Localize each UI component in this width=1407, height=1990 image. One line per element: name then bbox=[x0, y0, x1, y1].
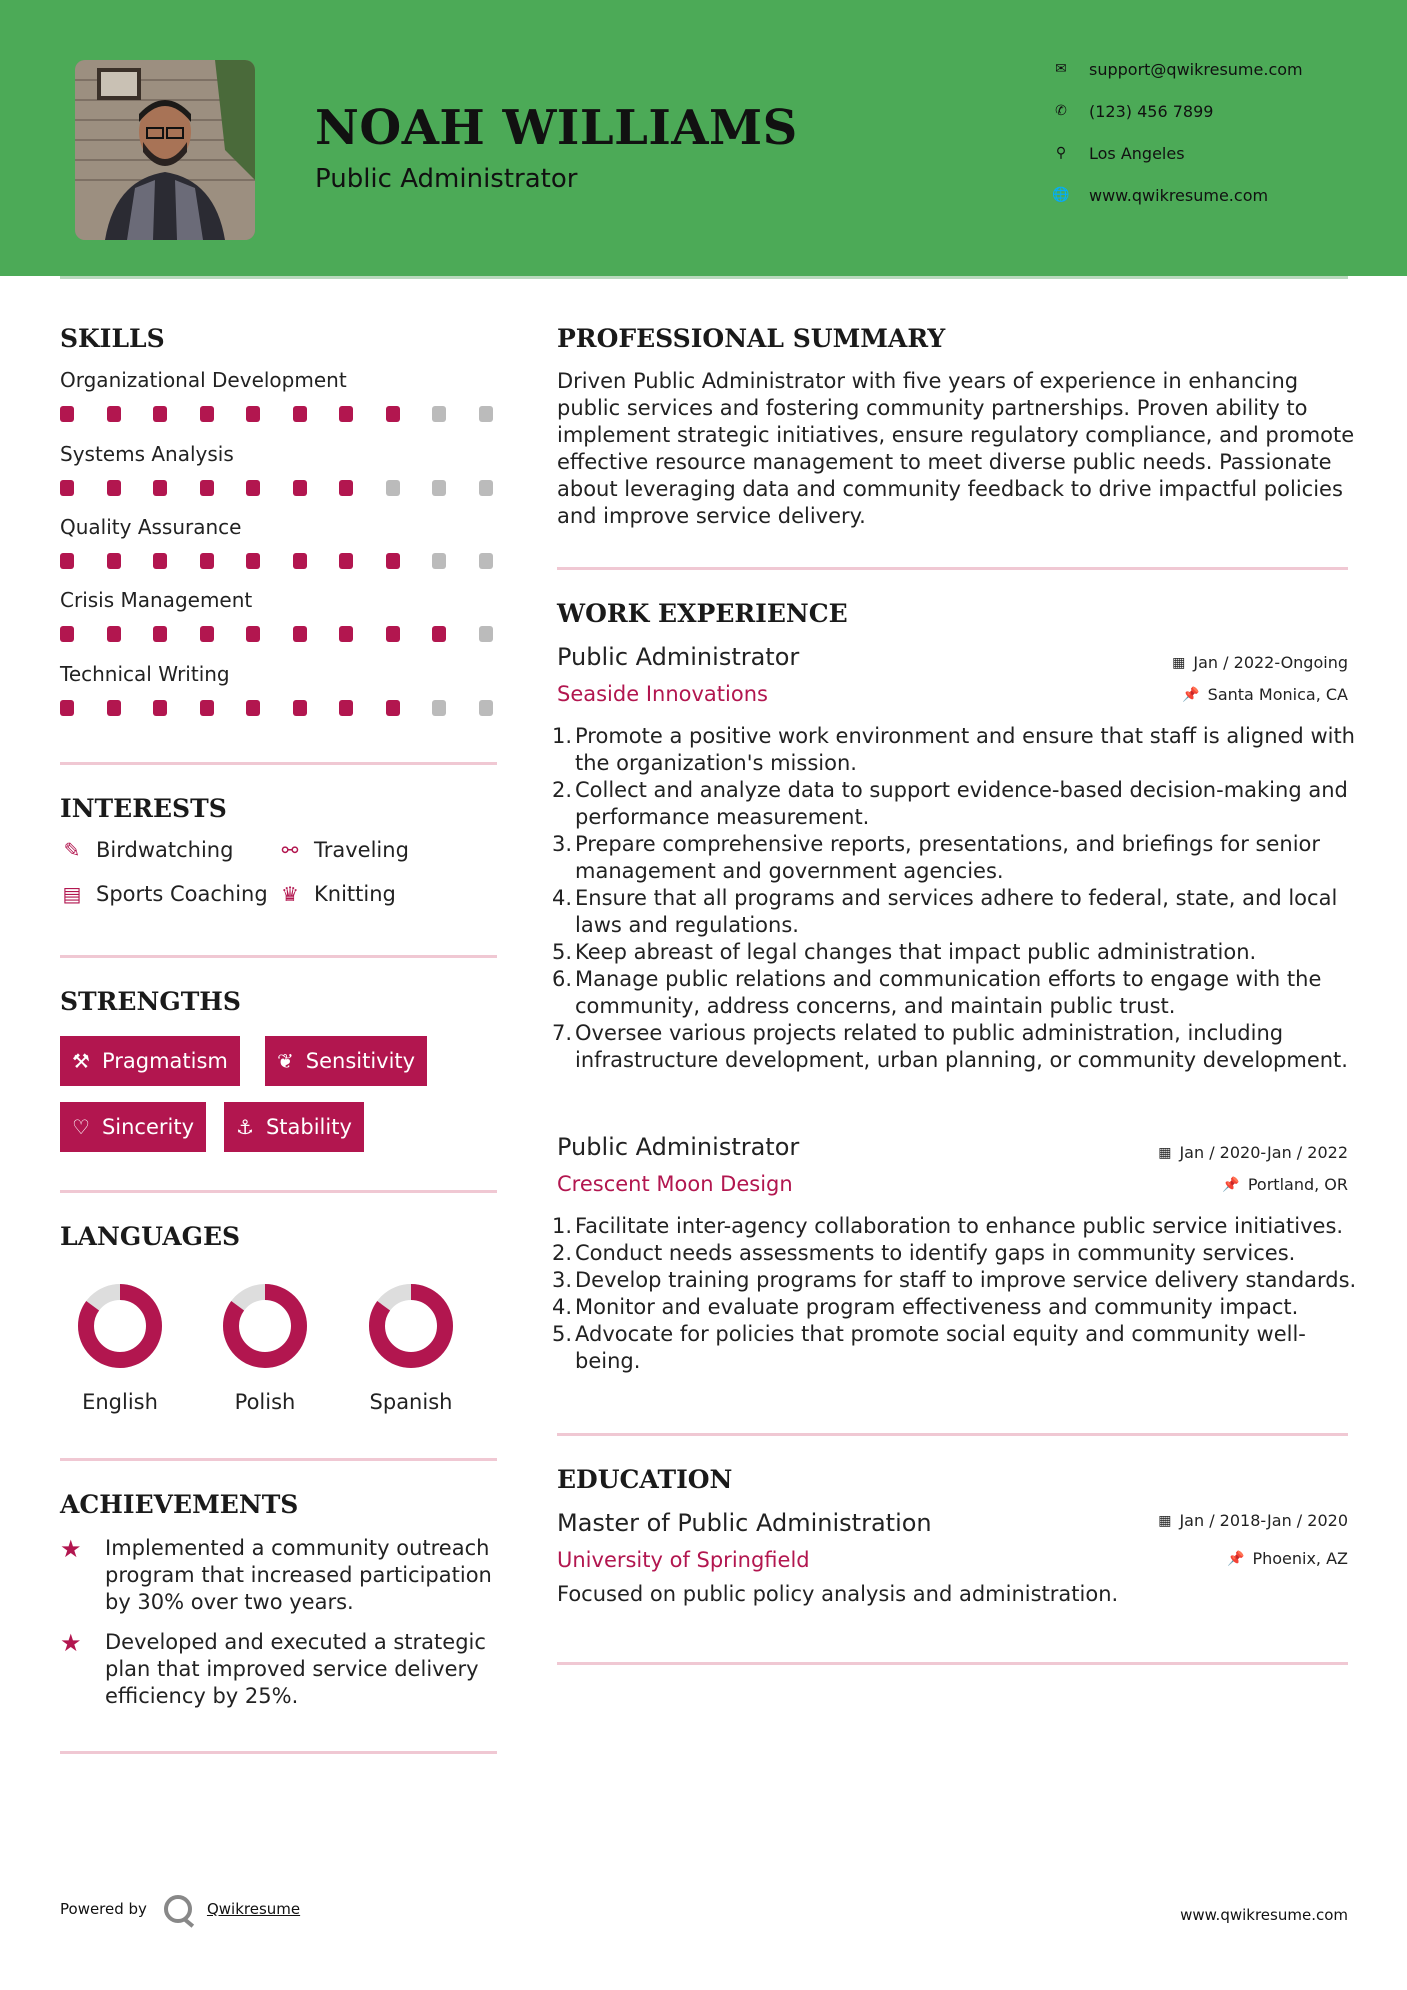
pin-icon: 📌 bbox=[1182, 686, 1200, 703]
skill-dot bbox=[107, 553, 121, 569]
skill-dot bbox=[60, 406, 74, 422]
header-divider bbox=[60, 276, 1348, 279]
skill-dot bbox=[200, 626, 214, 642]
interest-item bbox=[60, 882, 268, 906]
strength-tag bbox=[265, 1036, 427, 1086]
experience-heading: WORK EXPERIENCE bbox=[557, 599, 848, 628]
achievement-item bbox=[60, 1535, 510, 1616]
star-icon: ★ bbox=[60, 1535, 82, 1563]
skill-dot bbox=[153, 700, 167, 716]
candidate-name: NOAH WILLIAMS bbox=[315, 100, 798, 156]
footer-powered-by bbox=[60, 1895, 300, 1923]
skill-dot bbox=[246, 626, 260, 642]
calendar-icon: ▦ bbox=[1172, 654, 1186, 671]
company-name: Seaside Innovations bbox=[557, 682, 768, 706]
achievement-item bbox=[60, 1629, 510, 1710]
skill-dot bbox=[386, 626, 400, 642]
section-divider bbox=[557, 1433, 1348, 1436]
map-marker-icon: ⚲ bbox=[1055, 145, 1067, 161]
languages-heading: LANGUAGES bbox=[60, 1222, 241, 1251]
job-dates bbox=[1172, 653, 1348, 672]
strength-tag bbox=[60, 1036, 240, 1086]
briefcase-icon: ▤ bbox=[62, 882, 82, 906]
job-dates-text: Jan / 2020-Jan / 2022 bbox=[1179, 1143, 1348, 1162]
language-name: English bbox=[82, 1390, 158, 1414]
interest-label: Knitting bbox=[314, 882, 396, 906]
skill-dot bbox=[386, 700, 400, 716]
skill-dot bbox=[200, 553, 214, 569]
section-divider bbox=[557, 1662, 1348, 1665]
duty-item: 2. Collect and analyze data to support evidence-based decision-making and performance measurement. bbox=[552, 778, 1348, 829]
section-divider bbox=[60, 1190, 497, 1193]
skill-dot bbox=[293, 626, 307, 642]
leaf-icon: ❦ bbox=[277, 1049, 294, 1073]
skill-dot bbox=[432, 480, 446, 496]
phone-icon: ✆ bbox=[1055, 103, 1067, 119]
powered-by-text: Powered by bbox=[60, 1900, 147, 1918]
skill-rating bbox=[60, 406, 500, 422]
skill-dot bbox=[479, 700, 493, 716]
company-name: Crescent Moon Design bbox=[557, 1172, 793, 1196]
strength-label: Pragmatism bbox=[101, 1049, 228, 1073]
calendar-icon: ▦ bbox=[1158, 1512, 1172, 1529]
skill-dot bbox=[107, 700, 121, 716]
job-title: Public Administrator bbox=[557, 643, 800, 671]
strength-label: Sensitivity bbox=[305, 1049, 416, 1073]
pin-icon: 📌 bbox=[1227, 1550, 1245, 1567]
skill-dot bbox=[246, 700, 260, 716]
job-dates bbox=[1158, 1143, 1348, 1162]
skill-dot bbox=[246, 406, 260, 422]
strength-tag bbox=[224, 1102, 364, 1152]
skill-name: Organizational Development bbox=[60, 368, 347, 392]
skill-dot bbox=[153, 480, 167, 496]
skill-dot bbox=[386, 553, 400, 569]
skill-dot bbox=[293, 406, 307, 422]
edit-icon: ✎ bbox=[63, 838, 81, 862]
brand-link[interactable]: Qwikresume bbox=[206, 1900, 301, 1918]
footer-website[interactable]: www.qwikresume.com bbox=[1180, 1906, 1348, 1924]
gavel-icon: ⚒ bbox=[72, 1049, 90, 1073]
skill-dot bbox=[479, 626, 493, 642]
skill-dot bbox=[107, 626, 121, 642]
duty-item: 4. Monitor and evaluate program effectiveness and community impact. bbox=[552, 1295, 1299, 1319]
skills-heading: SKILLS bbox=[60, 324, 165, 353]
skill-name: Quality Assurance bbox=[60, 515, 242, 539]
skill-dot bbox=[200, 406, 214, 422]
duty-item: 3. Develop training programs for staff to improve service delivery standards. bbox=[552, 1268, 1357, 1292]
duty-item: 4. Ensure that all programs and services adhere to federal, state, and local laws and regulations. bbox=[552, 886, 1338, 937]
skill-dot bbox=[432, 700, 446, 716]
education-dates-text: Jan / 2018-Jan / 2020 bbox=[1179, 1511, 1348, 1530]
contact-location-text: Los Angeles bbox=[1089, 143, 1185, 163]
interest-label: Traveling bbox=[314, 838, 409, 862]
skill-dot bbox=[432, 553, 446, 569]
skill-name: Crisis Management bbox=[60, 588, 253, 612]
skill-dot bbox=[479, 553, 493, 569]
interests-heading: INTERESTS bbox=[60, 794, 227, 823]
skill-dot bbox=[107, 406, 121, 422]
skill-rating bbox=[60, 480, 500, 496]
skill-rating bbox=[60, 553, 500, 569]
education-location-text: Phoenix, AZ bbox=[1252, 1549, 1348, 1568]
skill-dot bbox=[60, 480, 74, 496]
education-heading: EDUCATION bbox=[557, 1465, 733, 1494]
section-divider bbox=[60, 955, 497, 958]
achievement-text: Implemented a community outreach program that increased participation by 30% over two years. bbox=[105, 1536, 492, 1614]
contact-location bbox=[1050, 141, 1370, 165]
envelope-icon: ✉ bbox=[1055, 61, 1067, 77]
qwikresume-logo-icon bbox=[164, 1895, 192, 1923]
achievement-text: Developed and executed a strategic plan that improved service delivery efficiency by 25%. bbox=[105, 1630, 486, 1708]
skill-name: Technical Writing bbox=[60, 662, 230, 686]
skill-rating bbox=[60, 626, 500, 642]
resume-header bbox=[0, 0, 1407, 276]
star-icon: ★ bbox=[60, 1629, 82, 1657]
skill-dot bbox=[246, 553, 260, 569]
section-divider bbox=[60, 1458, 497, 1461]
language-item bbox=[351, 1284, 471, 1414]
contact-email[interactable] bbox=[1050, 57, 1370, 81]
interest-label: Birdwatching bbox=[96, 838, 234, 862]
job-duties bbox=[552, 723, 1357, 1074]
language-ring bbox=[369, 1284, 453, 1368]
skill-dot bbox=[60, 553, 74, 569]
contact-phone-text: (123) 456 7899 bbox=[1089, 101, 1214, 121]
skill-dot bbox=[107, 480, 121, 496]
skill-dot bbox=[60, 700, 74, 716]
skill-dot bbox=[339, 700, 353, 716]
skill-dot bbox=[432, 626, 446, 642]
contact-email-text: support@qwikresume.com bbox=[1089, 59, 1303, 79]
skill-name: Systems Analysis bbox=[60, 442, 234, 466]
interest-item bbox=[278, 838, 409, 862]
binoculars-icon: ⚯ bbox=[281, 838, 299, 862]
education-description: Focused on public policy analysis and administration. bbox=[557, 1582, 1119, 1606]
degree-title: Master of Public Administration bbox=[557, 1509, 932, 1537]
contact-phone[interactable] bbox=[1050, 99, 1370, 123]
language-item bbox=[60, 1284, 180, 1414]
skill-dot bbox=[339, 480, 353, 496]
duty-item: 6. Manage public relations and communication efforts to engage with the community, address concerns, and maintain public trust. bbox=[552, 967, 1322, 1018]
skill-dot bbox=[293, 553, 307, 569]
language-ring bbox=[223, 1284, 307, 1368]
skill-dot bbox=[293, 480, 307, 496]
job-dates-text: Jan / 2022-Ongoing bbox=[1193, 653, 1348, 672]
achievements-heading: ACHIEVEMENTS bbox=[60, 1490, 299, 1519]
skill-dot bbox=[339, 553, 353, 569]
skill-dot bbox=[153, 553, 167, 569]
trophy-icon: ♛ bbox=[281, 882, 299, 906]
job-title: Public Administrator bbox=[557, 1133, 800, 1161]
language-item bbox=[205, 1284, 325, 1414]
school-name: University of Springfield bbox=[557, 1548, 810, 1572]
skill-dot bbox=[293, 700, 307, 716]
education-dates bbox=[1158, 1511, 1348, 1530]
job-location bbox=[1182, 685, 1348, 704]
pin-icon: 📌 bbox=[1222, 1176, 1240, 1193]
contact-website[interactable] bbox=[1050, 183, 1370, 207]
skill-dot bbox=[386, 406, 400, 422]
skill-dot bbox=[479, 406, 493, 422]
skill-dot bbox=[153, 406, 167, 422]
strength-tag bbox=[60, 1102, 206, 1152]
education-location bbox=[1227, 1549, 1348, 1568]
duty-item: 5. Advocate for policies that promote social equity and community well-being. bbox=[552, 1322, 1306, 1373]
section-divider bbox=[557, 567, 1348, 570]
duty-item: 2. Conduct needs assessments to identify gaps in community services. bbox=[552, 1241, 1296, 1265]
strengths-heading: STRENGTHS bbox=[60, 987, 241, 1016]
duty-item: 1. Promote a positive work environment and ensure that staff is aligned with the organization's mission. bbox=[552, 724, 1355, 775]
duty-item: 1. Facilitate inter-agency collaboration to enhance public service initiatives. bbox=[552, 1214, 1344, 1238]
calendar-icon: ▦ bbox=[1158, 1144, 1172, 1161]
duty-item: 7. Oversee various projects related to public administration, including infrastructure development, urban planning, or community development. bbox=[552, 1021, 1348, 1072]
heart-icon: ♡ bbox=[72, 1115, 90, 1139]
section-divider bbox=[60, 762, 497, 765]
summary-text: Driven Public Administrator with five years of experience in enhancing public services and fostering community partnerships. Proven ability to implement strategic initiatives, ensure regulatory compliance, and promote effective resource management to meet diverse public needs. Passionate about leveraging data and community feedback to drive impactful policies and improve service delivery. bbox=[557, 369, 1355, 528]
skill-dot bbox=[479, 480, 493, 496]
duty-item: 5. Keep abreast of legal changes that impact public administration. bbox=[552, 940, 1257, 964]
strength-label: Sincerity bbox=[101, 1115, 195, 1139]
globe-icon: 🌐 bbox=[1052, 187, 1070, 203]
language-ring bbox=[78, 1284, 162, 1368]
candidate-title: Public Administrator bbox=[315, 164, 578, 194]
interest-item bbox=[278, 882, 396, 906]
duty-item: 3. Prepare comprehensive reports, presentations, and briefings for senior management and government agencies. bbox=[552, 832, 1321, 883]
summary-heading: PROFESSIONAL SUMMARY bbox=[557, 324, 946, 353]
skill-dot bbox=[246, 480, 260, 496]
interest-label: Sports Coaching bbox=[96, 882, 268, 906]
interest-item bbox=[60, 838, 233, 862]
anchor-icon: ⚓ bbox=[236, 1115, 254, 1139]
job-location-text: Santa Monica, CA bbox=[1207, 685, 1348, 704]
skill-dot bbox=[339, 406, 353, 422]
language-name: Spanish bbox=[369, 1390, 453, 1414]
skill-dot bbox=[200, 700, 214, 716]
profile-photo bbox=[75, 60, 255, 240]
skill-rating bbox=[60, 700, 500, 716]
contact-website-text: www.qwikresume.com bbox=[1089, 185, 1269, 205]
language-name: Polish bbox=[234, 1390, 296, 1414]
skill-dot bbox=[153, 626, 167, 642]
skill-dot bbox=[432, 406, 446, 422]
skill-dot bbox=[339, 626, 353, 642]
section-divider bbox=[60, 1751, 497, 1754]
job-duties bbox=[552, 1213, 1357, 1375]
job-location bbox=[1222, 1175, 1348, 1194]
skill-dot bbox=[200, 480, 214, 496]
skill-dot bbox=[386, 480, 400, 496]
strength-label: Stability bbox=[265, 1115, 352, 1139]
job-location-text: Portland, OR bbox=[1247, 1175, 1348, 1194]
skill-dot bbox=[60, 626, 74, 642]
